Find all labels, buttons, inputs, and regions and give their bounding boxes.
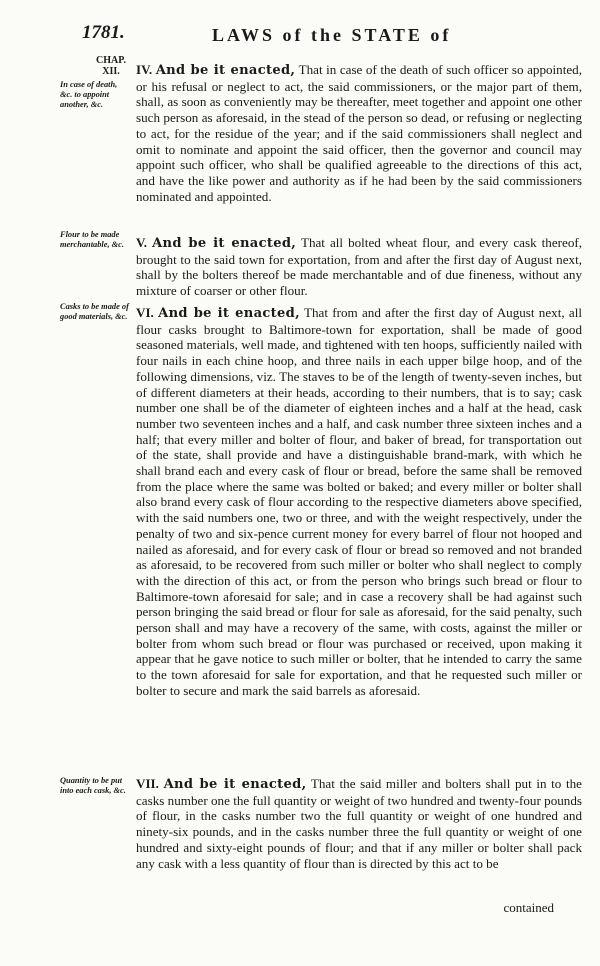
running-title: LAWS of the STATE of <box>212 25 452 45</box>
chapter-label: CHAP. XII. <box>96 55 126 77</box>
section-vi: VI. And be it enacted, That from and after the first day of August next, all flour casks brought to Baltimore-town for exportation, shall be made of good seasoned materials, well made, and tightened with ten hoops, sufficiently nailed with four nails in each chine hoop, and three nails in each upper bilge hoop, and of the following dimensions, viz. The staves to be of the length of twenty-seven inches, but of different diameters at their heads, according to their numbers, that is to say; cask number one shall be of the diameter of eighteen inches and a half at the head, cask number two seventeen inches and a half, and cask number three sixteen inches and a half; that every miller and bolter of flour, and baker of bread, for transportation out of the state, shall provide and have a distinguishable brand-mark, with which he shall brand each and every cask of flour or bread, before the same shall be removed from the place where the same was bolted or baked; and every miller or bolter shall also brand every cask of flour according to the respective diameters above specified, with the said numbers one, two or three, and with the weight respectively, under the penalty of two and six-pence current money for every barrel of flour not hooped and nailed as aforesaid, and for every cask of flour or bread so removed and not branded as aforesaid, to be recovered from such miller or bolter who shall neglect to comply with the direction of this act, or from the person who brings such bread or flour to Baltimore-town aforesaid for sale; and in case a recovery shall be had against such person bringing the said bread or flour for sale as aforesaid, for the said penalty, such person shall and may have a recovery of the same, with costs, against the miller or bolter from whom such bread or flour was purchased or received, upon making it appear that he gave notice to such miller or bolter, that he intended to carry the same to the town aforesaid for sale for exportation, and that he requested such miller or bolter to secure and mark the said barrels as aforesaid. <box>136 305 583 698</box>
margin-note: Quantity to be put into each cask, &c. <box>60 776 126 795</box>
margin-note: Flour to be made merchantable, &c. <box>60 230 124 249</box>
catchword: contained <box>503 900 554 915</box>
section-vii: VII. And be it enacted, That the said miller and bolters shall put in to the casks number one the full quantity or weight of two hundred and twenty-four pounds of flour, in the casks number two the full quantity or weight of one hundred and ninety-six pounds, and in the casks number three the full quantity or weight of one hundred and sixty-eight pounds of flour; and that if any miller or bolter shall pack any cask with a less quantity of flour than is directed by this act to be <box>136 776 582 871</box>
margin-note: In case of death, &c. to appoint another, &c. <box>60 80 118 109</box>
section-v: V. And be it enacted, That all bolted wheat flour, and every cask thereof, brought to the said town for exportation, from and after the first day of August next, shall by the bolters thereof be made merchantable and of due fineness, without any mixture of coarser or other flour. <box>136 235 583 299</box>
section-iv: IV. And be it enacted, That in case of the death of such officer so appointed, or his refusal or neglect to act, the said commissioners, or the major part of them, shall, as soon as conveniently may be thereafter, meet together and appoint one other such person as aforesaid, in the stead of the person so dead, or refusing or neglecting to act, for the residue of the year; and if the said commissioners shall neglect and omit to nominate and appoint the said officer, then the governor and council may appoint such officer, who shall be qualified agreeable to the directions of this act, and have the like power and authority as if he had been by the said commissioners nominated and appointed. <box>136 62 582 204</box>
margin-note: Casks to be made of good materials, &c. <box>60 302 129 321</box>
page-header <box>82 22 582 54</box>
page-year: 1781. <box>82 22 125 43</box>
